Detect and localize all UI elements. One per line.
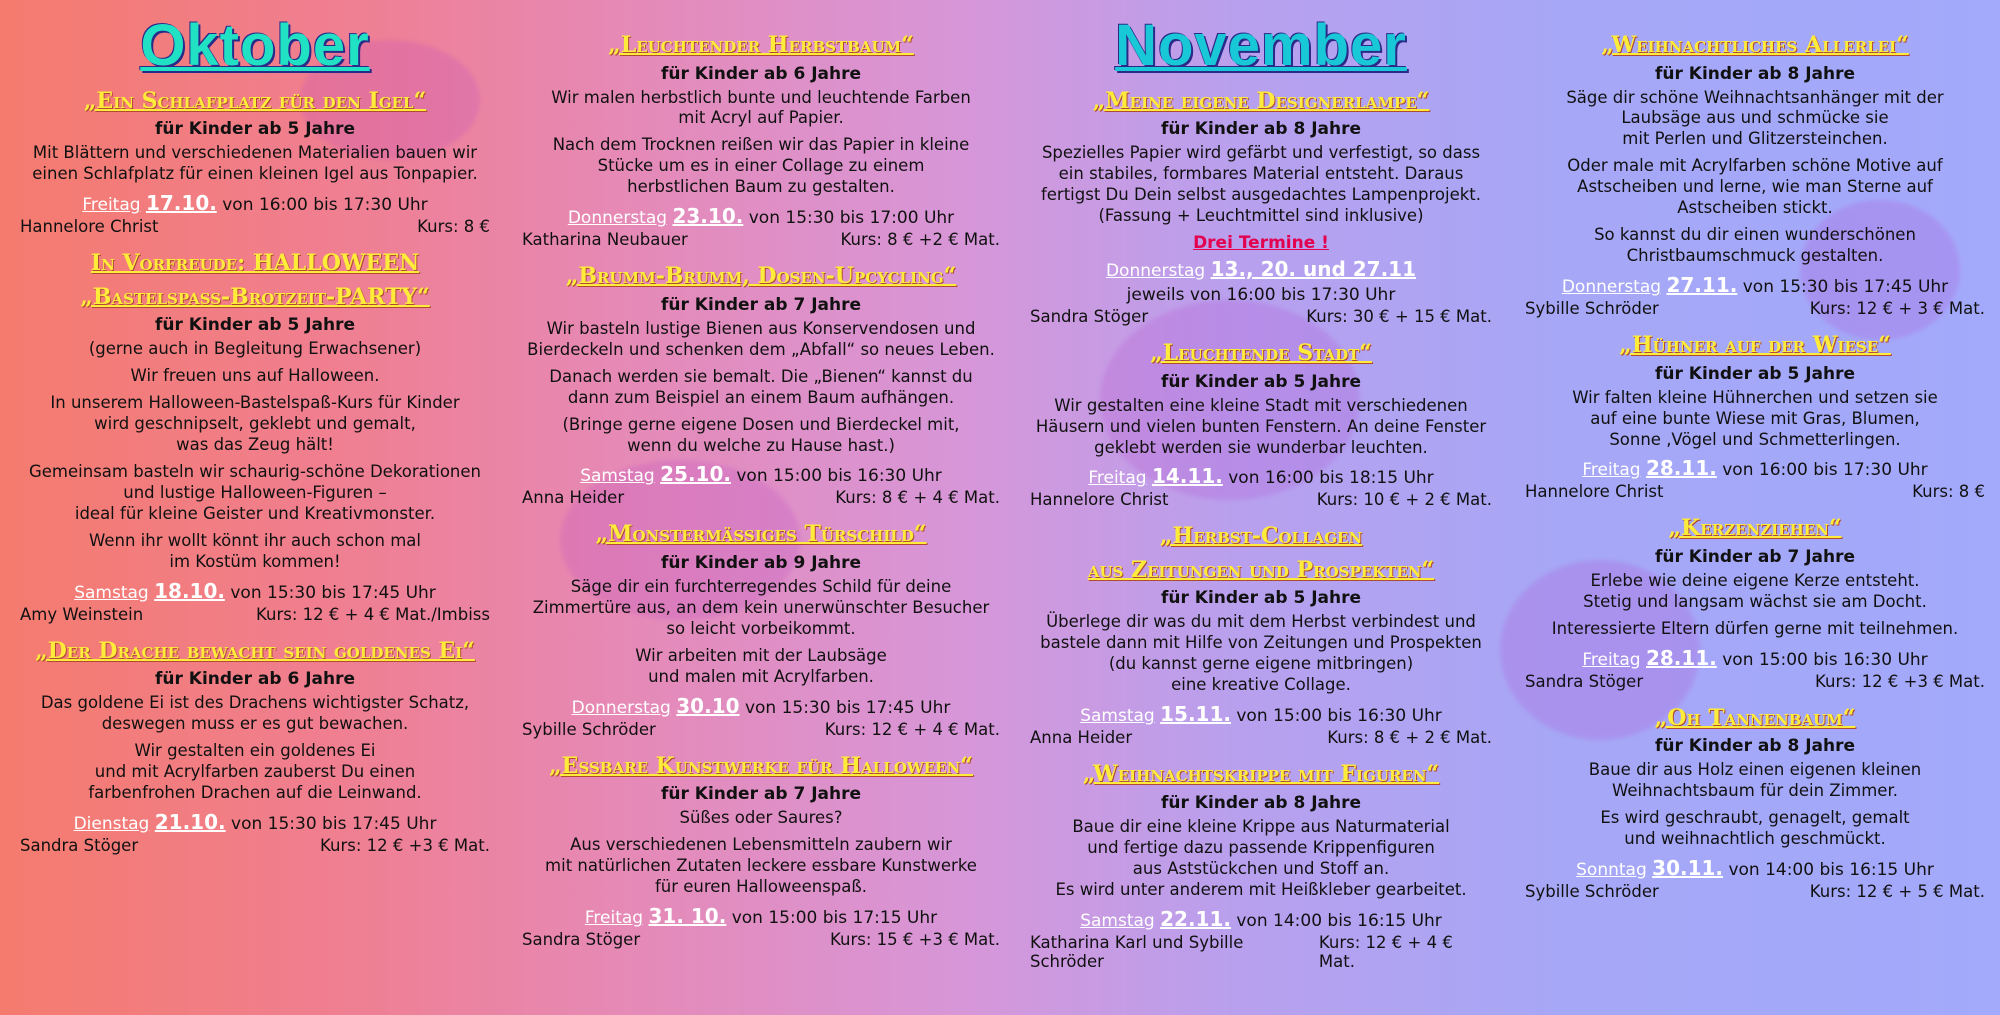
event-footer: [522, 230, 1000, 249]
event-date: [20, 579, 490, 603]
course-price: Kurs: 8 € + 4 € Mat.: [835, 488, 1000, 508]
weekday: Donnerstag: [567, 208, 668, 229]
dates-note: Drei Termine !: [1193, 233, 1329, 254]
event-footer: [522, 930, 1000, 949]
column-november: [1030, 0, 1492, 985]
event-footer: [1030, 933, 1492, 971]
event-footer: [522, 488, 1000, 507]
event-footer: [1525, 482, 1985, 501]
event-title: aus Zeitungen und Prospekten“: [1087, 556, 1435, 583]
event-description: Wir gestalten ein goldenes Ei und mit Acrylfarben zauberst Du einen farbenfrohen Drachen auf die Leinwand.: [88, 741, 422, 803]
event-description: Baue dir aus Holz einen eigenen kleinen Weihnachtsbaum für dein Zimmer.: [1588, 760, 1922, 801]
weekday: Freitag: [1582, 460, 1641, 481]
date-value: 21.10.: [154, 810, 226, 834]
time-range: von 16:00 bis 17:30 Uhr: [1722, 460, 1928, 481]
event-description: In unserem Halloween-Bastelspaß-Kurs für Kinder wird geschnipselt, geklebt und gemalt, was das Zeug hält!: [50, 393, 460, 455]
instructor-name: Sybille Schröder: [1525, 882, 1659, 902]
event-date: [522, 204, 1000, 228]
weekday: Samstag: [1080, 910, 1155, 931]
event-description: Erlebe wie deine eigene Kerze entsteht. Stetig und langsam wächst sie am Docht.: [1583, 570, 1927, 611]
time-range: von 15:30 bis 17:45 Uhr: [230, 582, 436, 603]
event-footer: [1030, 307, 1492, 326]
event-date: [522, 904, 1000, 928]
time-range-extra: jeweils von 16:00 bis 17:30 Uhr: [1126, 285, 1396, 306]
event-description: Süßes oder Saures?: [679, 808, 843, 828]
event-title: „Der Drache bewacht sein goldenes Ei“: [35, 637, 475, 664]
event-title: „Monstermässiges Türschild“: [595, 521, 927, 548]
date-value: 23.10.: [672, 204, 744, 229]
event-description: Wir malen herbstlich bunte und leuchtende Farben mit Acryl auf Papier.: [551, 87, 971, 128]
event-block: [20, 638, 490, 855]
course-price: Kurs: 15 € +3 € Mat.: [830, 930, 1000, 950]
weekday: Dienstag: [73, 814, 150, 834]
date-value: 22.11.: [1160, 906, 1231, 931]
event-date: [1525, 646, 1985, 670]
weekday: Freitag: [1088, 468, 1147, 489]
event-title: „Bastelspass-Brotzeit-PARTY“: [80, 283, 430, 310]
time-range: von 15:30 bis 17:00 Uhr: [748, 208, 955, 229]
event-description: Es wird geschraubt, genagelt, gemalt und weihnachtlich geschmückt.: [1600, 808, 1910, 849]
column-oktober-2: [522, 26, 1000, 963]
event-list-oktober: [20, 88, 490, 855]
instructor-name: Hannelore Christ: [20, 217, 159, 237]
date-value: 28.11.: [1645, 645, 1717, 670]
course-price: Kurs: 12 € + 3 € Mat.: [1809, 299, 1985, 319]
time-range: von 16:00 bis 18:15 Uhr: [1228, 468, 1434, 489]
date-value: 18.10.: [154, 578, 225, 603]
date-value: 14.11.: [1151, 464, 1223, 489]
event-block: [1525, 705, 1985, 901]
event-footer: [20, 836, 490, 855]
age-info: für Kinder ab 5 Jahre: [1160, 371, 1362, 392]
instructor-name: Hannelore Christ: [1030, 490, 1169, 510]
month-heading-november: November: [1115, 13, 1407, 78]
event-footer: [1030, 728, 1492, 747]
course-price: Kurs: 12 € +3 € Mat.: [1815, 671, 1985, 691]
event-title: In Vorfreude: HALLOWEEN: [90, 250, 420, 277]
age-info: für Kinder ab 5 Jahre: [154, 119, 356, 140]
event-date: [1030, 907, 1492, 931]
instructor-name: Katharina Karl und Sybille Schröder: [1030, 932, 1244, 971]
event-date: [1525, 273, 1985, 297]
event-block: [522, 753, 1000, 949]
weekday: Donnerstag: [1105, 261, 1206, 282]
weekday: Samstag: [580, 466, 655, 487]
weekday: Freitag: [584, 908, 644, 929]
age-info: für Kinder ab 7 Jahre: [1654, 546, 1856, 567]
date-value: 17.10.: [145, 191, 217, 216]
course-price: Kurs: 8 €: [1912, 482, 1985, 502]
event-title: „Oh Tannenbaum“: [1654, 704, 1856, 731]
event-block: [1525, 32, 1985, 318]
event-description: Aus verschiedenen Lebensmitteln zaubern wir mit natürlichen Zutaten leckere essbare Kunstwerke für euren Halloweenspaß.: [545, 835, 977, 897]
course-price: Kurs: 12 € + 4 € Mat.: [824, 719, 1000, 739]
event-footer: [20, 217, 490, 236]
event-title: „Leuchtende Stadt“: [1150, 340, 1372, 367]
event-description: Überlege dir was du mit dem Herbst verbindest und bastele dann mit Hilfe von Zeitungen und Prospekten (du kannst gerne eigene mitbringen) eine kreative Collage.: [1040, 612, 1482, 695]
weekday: Donnerstag: [571, 697, 671, 718]
course-price: Kurs: 10 € + 2 € Mat.: [1316, 490, 1492, 510]
event-title: „Hühner auf der Wiese“: [1619, 332, 1891, 359]
time-range: von 14:00 bis 16:15 Uhr: [1236, 910, 1442, 931]
date-value: 31. 10.: [648, 904, 727, 929]
time-range: von 15:30 bis 17:45 Uhr: [231, 814, 437, 834]
event-title: „Meine eigene Designerlampe“: [1092, 87, 1430, 114]
event-date: [522, 462, 1000, 486]
time-range: von 16:00 bis 17:30 Uhr: [222, 195, 428, 216]
event-description: Wir freuen uns auf Halloween.: [130, 366, 380, 386]
time-range: von 15:00 bis 16:30 Uhr: [1722, 649, 1928, 670]
course-price: Kurs: 30 € + 15 € Mat.: [1306, 307, 1492, 327]
age-info: für Kinder ab 6 Jahre: [660, 63, 862, 84]
age-info: für Kinder ab 6 Jahre: [154, 669, 356, 690]
age-info: für Kinder ab 9 Jahre: [660, 552, 862, 573]
event-title: „Kerzenziehen“: [1668, 515, 1842, 542]
event-description: Wir falten kleine Hühnerchen und setzen sie auf eine bunte Wiese mit Gras, Blumen, Sonne ,Vögel und Schmetterlingen.: [1572, 387, 1938, 449]
time-range: von 15:00 bis 16:30 Uhr: [736, 466, 942, 487]
event-list-oktober-2: [522, 32, 1000, 949]
event-description: Das goldene Ei ist des Drachens wichtigster Schatz, deswegen muss er es gut bewachen.: [40, 693, 470, 734]
time-range: von 15:00 bis 16:30 Uhr: [1236, 706, 1442, 727]
instructor-name: Sybille Schröder: [1525, 299, 1659, 319]
event-description: Wir gestalten eine kleine Stadt mit verschiedenen Häusern und vielen bunten Fenstern. An deine Fenster geklebt werden sie wunderbar leuchten.: [1035, 395, 1487, 457]
instructor-name: Anna Heider: [522, 488, 625, 508]
instructor-name: Sandra Stöger: [1525, 671, 1644, 691]
event-date: [1030, 702, 1492, 726]
event-block: [20, 88, 490, 236]
event-description: Oder male mit Acrylfarben schöne Motive auf Astscheiben und lerne, wie man Sterne auf Astscheiben stickt.: [1567, 156, 1943, 218]
course-price: Kurs: 12 € +3 € Mat.: [320, 836, 490, 855]
instructor-name: Sandra Stöger: [522, 930, 641, 950]
event-description: Baue dir eine kleine Krippe aus Naturmaterial und fertige dazu passende Krippenfiguren aus Aststückchen und Stoff an. Es wird unter anderem mit Heißkleber gearbeitet.: [1055, 816, 1467, 899]
time-range: von 15:00 bis 17:15 Uhr: [731, 908, 938, 929]
instructor-name: Sybille Schröder: [522, 719, 656, 739]
instructor-name: Sandra Stöger: [20, 836, 139, 855]
instructor-name: Amy Weinstein: [20, 604, 144, 624]
instructor-name: Anna Heider: [1030, 728, 1133, 748]
event-description: Säge dir ein furchterregendes Schild für deine Zimmertüre aus, an dem kein unerwünschter Besucher so leicht vorbeikommt.: [532, 576, 990, 638]
event-footer: [522, 720, 1000, 739]
date-value: 13., 20. und 27.11: [1210, 257, 1417, 282]
column-november-2: [1525, 26, 1985, 915]
time-range: von 15:30 bis 17:45 Uhr: [744, 697, 951, 718]
age-info: für Kinder ab 5 Jahre: [154, 315, 356, 336]
weekday: Freitag: [1582, 649, 1641, 670]
event-description: Danach werden sie bemalt. Die „Bienen“ kannst du dann zum Beispiel an einem Baum aufhängen.: [549, 366, 973, 407]
weekday: Sonntag: [1576, 860, 1647, 881]
age-info: für Kinder ab 7 Jahre: [660, 784, 862, 805]
event-list-november: [1030, 88, 1492, 971]
event-title: „Weihnachtskrippe mit Figuren“: [1082, 761, 1440, 788]
event-description: Wir basteln lustige Bienen aus Konservendosen und Bierdeckeln und schenken dem „Abfall“ so neues Leben.: [527, 318, 995, 359]
age-info: für Kinder ab 8 Jahre: [1654, 63, 1856, 84]
event-description: Gemeinsam basteln wir schaurig-schöne Dekorationen und lustige Halloween-Figuren – ideal für kleine Geister und Kreativmonster.: [28, 461, 482, 523]
age-info: für Kinder ab 8 Jahre: [1160, 119, 1362, 140]
weekday: Samstag: [74, 582, 149, 603]
course-price: Kurs: 12 € + 5 € Mat.: [1809, 882, 1985, 902]
event-description: Säge dir schöne Weihnachtsanhänger mit der Laubsäge aus und schmücke sie mit Perlen und Glitzersteinchen.: [1566, 87, 1944, 149]
course-price: Kurs: 8 € +2 € Mat.: [840, 230, 1000, 250]
event-footer: [1030, 490, 1492, 509]
event-date: [1525, 456, 1985, 480]
date-value: 30.11.: [1652, 856, 1724, 881]
weekday: Freitag: [82, 195, 141, 216]
event-description: (gerne auch in Begleitung Erwachsener): [88, 339, 422, 359]
event-description: Nach dem Trocknen reißen wir das Papier in kleine Stücke um es in einer Collage zu einem herbstlichen Baum zu gestalten.: [552, 135, 970, 197]
month-heading-oktober: Oktober: [140, 13, 370, 78]
time-range: von 15:30 bis 17:45 Uhr: [1742, 277, 1949, 298]
instructor-name: Katharina Neubauer: [522, 230, 688, 250]
age-info: für Kinder ab 5 Jahre: [1654, 363, 1856, 384]
date-value: 28.11.: [1645, 456, 1717, 481]
weekday: Samstag: [1080, 706, 1155, 727]
event-description: Interessierte Eltern dürfen gerne mit teilnehmen.: [1551, 618, 1959, 638]
event-list-november-2: [1525, 32, 1985, 901]
event-block: [522, 263, 1000, 507]
event-footer: [1525, 299, 1985, 318]
event-title: „Essbare Kunstwerke für Halloween“: [549, 752, 973, 779]
event-footer: [1525, 672, 1985, 691]
event-description: Wenn ihr wollt könnt ihr auch schon mal im Kostüm kommen!: [89, 530, 421, 571]
event-date: [1525, 856, 1985, 880]
event-block: [522, 32, 1000, 249]
course-price: Kurs: 8 € + 2 € Mat.: [1327, 728, 1492, 748]
event-title: „Weihnachtliches Allerlei“: [1601, 32, 1909, 58]
date-value: 25.10.: [660, 462, 731, 487]
event-title: „Brumm-Brumm, Dosen-Upcycling“: [565, 263, 957, 290]
event-block: [1030, 523, 1492, 747]
weekday: Donnerstag: [1561, 277, 1662, 298]
event-description: Mit Blättern und verschiedenen Materialien bauen wir einen Schlafplatz für einen kleinen Igel aus Tonpapier.: [32, 143, 478, 184]
event-date: [20, 191, 490, 215]
column-oktober: [20, 0, 490, 869]
event-footer: [20, 605, 490, 624]
course-price: Kurs: 12 € + 4 € Mat./Imbiss: [256, 604, 490, 624]
event-block: [1030, 761, 1492, 970]
age-info: für Kinder ab 7 Jahre: [660, 294, 862, 315]
event-title: „Leuchtender Herbstbaum“: [608, 32, 914, 58]
age-info: für Kinder ab 8 Jahre: [1654, 736, 1856, 757]
instructor-name: Hannelore Christ: [1525, 482, 1664, 502]
event-title: „Ein Schlafplatz für den Igel“: [83, 87, 427, 114]
date-value: 27.11.: [1666, 273, 1738, 298]
course-price: Kurs: 8 €: [417, 217, 490, 237]
date-value: 30.10: [676, 693, 740, 718]
age-info: für Kinder ab 5 Jahre: [1160, 588, 1362, 609]
event-date: [1030, 257, 1492, 281]
event-description: Spezielles Papier wird gefärbt und verfestigt, so dass ein stabiles, formbares Material entsteht. Daraus fertigst Du Dein selbst ausgedachtes Lampenprojekt. (Fassung + Leuchtmittel sind inklusive): [1040, 143, 1482, 226]
course-price: Kurs: 12 € + 4 € Mat.: [1318, 932, 1453, 971]
event-block: [1525, 332, 1985, 501]
event-date: [1030, 464, 1492, 488]
event-title: „Herbst-Collagen: [1159, 523, 1363, 550]
event-description: So kannst du dir einen wunderschönen Christbaumschmuck gestalten.: [1594, 225, 1916, 266]
event-block: [1030, 88, 1492, 326]
time-range: von 14:00 bis 16:15 Uhr: [1728, 860, 1934, 881]
event-description: Wir arbeiten mit der Laubsäge und malen mit Acrylfarben.: [635, 645, 887, 686]
instructor-name: Sandra Stöger: [1030, 307, 1149, 327]
event-block: [1525, 515, 1985, 690]
event-block: [1030, 340, 1492, 509]
event-block: [522, 521, 1000, 738]
event-date: [522, 694, 1000, 718]
event-date: [20, 810, 490, 834]
event-footer: [1525, 882, 1985, 901]
date-value: 15.11.: [1160, 702, 1231, 727]
age-info: für Kinder ab 8 Jahre: [1160, 792, 1362, 813]
event-description: (Bringe gerne eigene Dosen und Bierdeckel mit, wenn du welche zu Hause hast.): [562, 414, 960, 455]
event-block: [20, 250, 490, 624]
